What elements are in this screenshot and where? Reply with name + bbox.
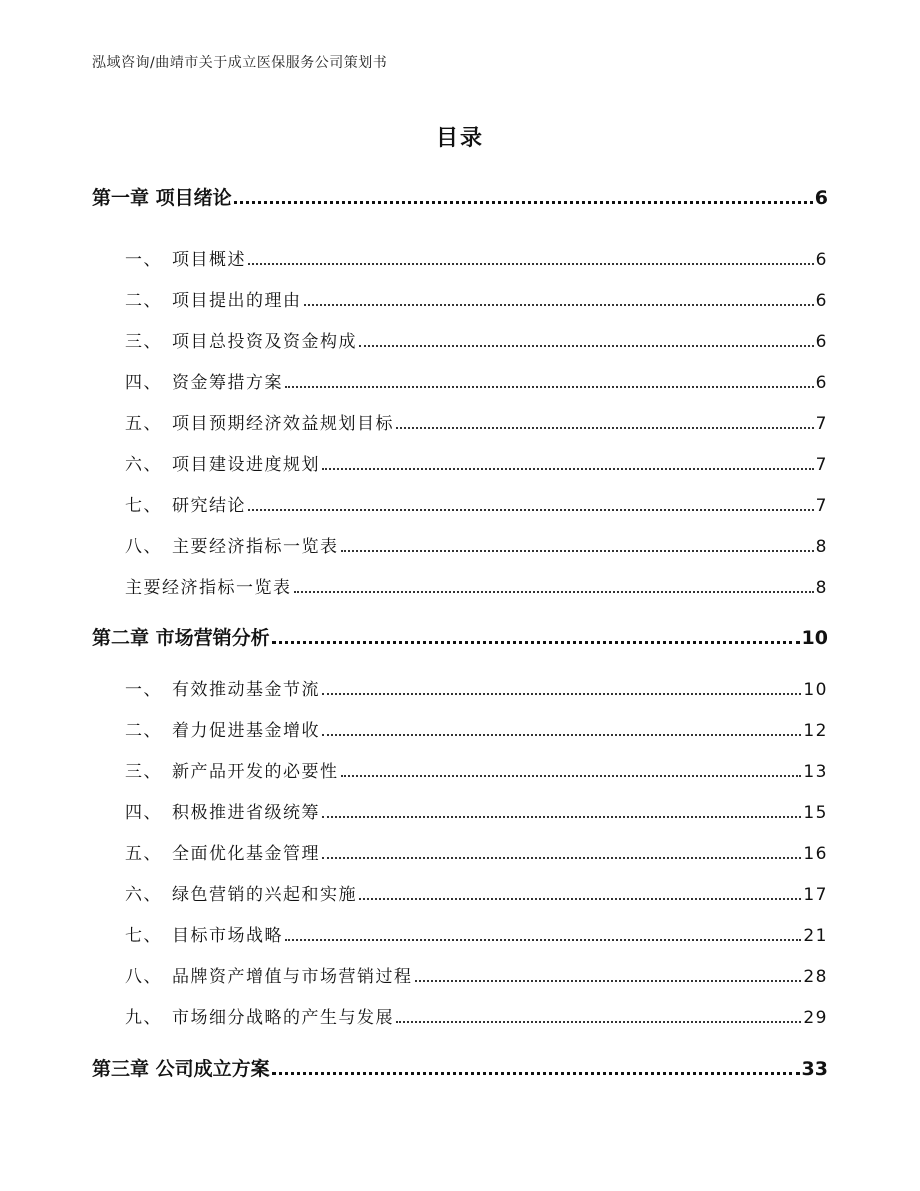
toc-section[interactable] bbox=[92, 757, 828, 783]
toc-label: 全面优化基金管理 bbox=[172, 844, 320, 864]
toc-label: 项目总投资及资金构成 bbox=[172, 332, 357, 352]
toc-page: 6 bbox=[815, 250, 828, 270]
toc-num: 三、 bbox=[125, 332, 162, 352]
toc-leader bbox=[248, 263, 814, 265]
toc-leader bbox=[285, 386, 814, 388]
toc-leader bbox=[294, 591, 814, 593]
toc-label: 第一章 项目绪论 bbox=[92, 187, 232, 209]
toc-num: 五、 bbox=[125, 414, 162, 434]
toc-page: 7 bbox=[815, 414, 828, 434]
toc-page: 10 bbox=[801, 627, 828, 649]
toc-table-entry[interactable] bbox=[92, 573, 828, 599]
toc-label: 项目概述 bbox=[172, 250, 246, 270]
toc-leader bbox=[396, 1021, 801, 1023]
toc-num: 一、 bbox=[125, 250, 162, 270]
toc-num: 三、 bbox=[125, 762, 162, 782]
toc-leader bbox=[322, 693, 801, 695]
toc-num: 八、 bbox=[125, 967, 162, 987]
toc-page: 6 bbox=[815, 332, 828, 352]
toc-label: 目标市场战略 bbox=[172, 926, 283, 946]
toc-label: 项目预期经济效益规划目标 bbox=[172, 414, 394, 434]
toc-section[interactable] bbox=[92, 962, 828, 988]
toc-label: 积极推进省级统筹 bbox=[172, 803, 320, 823]
toc-leader bbox=[234, 201, 813, 204]
toc-page: 21 bbox=[803, 926, 828, 946]
toc-section[interactable] bbox=[92, 880, 828, 906]
toc-page: 6 bbox=[815, 291, 828, 311]
toc-page: 7 bbox=[815, 455, 828, 475]
toc-label: 主要经济指标一览表 bbox=[125, 578, 292, 598]
toc-num: 二、 bbox=[125, 291, 162, 311]
toc-leader bbox=[322, 734, 801, 736]
page-header: 泓域咨询/曲靖市关于成立医保服务公司策划书 bbox=[92, 55, 388, 71]
toc-page: 16 bbox=[803, 844, 828, 864]
toc-section[interactable] bbox=[92, 245, 828, 271]
toc-chapter-3[interactable] bbox=[92, 1054, 828, 1080]
toc-section[interactable] bbox=[92, 675, 828, 701]
toc-num: 二、 bbox=[125, 721, 162, 741]
toc-leader bbox=[322, 816, 801, 818]
toc-section[interactable] bbox=[92, 327, 828, 353]
toc-section[interactable] bbox=[92, 450, 828, 476]
toc-leader bbox=[248, 509, 814, 511]
toc-page: 6 bbox=[814, 187, 828, 209]
toc-label: 品牌资产增值与市场营销过程 bbox=[172, 967, 413, 987]
toc-leader bbox=[285, 939, 801, 941]
toc-page: 13 bbox=[803, 762, 828, 782]
toc-leader bbox=[322, 468, 814, 470]
toc-label: 着力促进基金增收 bbox=[172, 721, 320, 741]
toc-label: 项目建设进度规划 bbox=[172, 455, 320, 475]
toc-num: 四、 bbox=[125, 803, 162, 823]
toc-section[interactable] bbox=[92, 798, 828, 824]
toc-leader bbox=[272, 1072, 800, 1075]
toc-label: 第三章 公司成立方案 bbox=[92, 1058, 270, 1080]
toc-page: 7 bbox=[815, 496, 828, 516]
toc-leader bbox=[272, 641, 800, 644]
toc-num: 五、 bbox=[125, 844, 162, 864]
toc-num: 七、 bbox=[125, 496, 162, 516]
toc-leader bbox=[341, 550, 814, 552]
toc-section[interactable] bbox=[92, 368, 828, 394]
toc-chapter-1[interactable] bbox=[92, 183, 828, 209]
toc-page: 29 bbox=[803, 1008, 828, 1028]
toc-label: 主要经济指标一览表 bbox=[172, 537, 339, 557]
toc-num: 八、 bbox=[125, 537, 162, 557]
toc-label: 第二章 市场营销分析 bbox=[92, 627, 270, 649]
toc-num: 一、 bbox=[125, 680, 162, 700]
toc-label: 有效推动基金节流 bbox=[172, 680, 320, 700]
toc-label: 新产品开发的必要性 bbox=[172, 762, 339, 782]
toc-leader bbox=[359, 898, 801, 900]
toc-label: 资金筹措方案 bbox=[172, 373, 283, 393]
toc-section[interactable] bbox=[92, 286, 828, 312]
toc-chapter-2[interactable] bbox=[92, 623, 828, 649]
toc-leader bbox=[341, 775, 802, 777]
toc-section[interactable] bbox=[92, 532, 828, 558]
toc-page: 8 bbox=[815, 537, 828, 557]
toc-section[interactable] bbox=[92, 716, 828, 742]
toc-page: 12 bbox=[803, 721, 828, 741]
toc-section[interactable] bbox=[92, 409, 828, 435]
toc-page: 8 bbox=[815, 578, 828, 598]
toc-section[interactable] bbox=[92, 921, 828, 947]
toc-page: 15 bbox=[803, 803, 828, 823]
toc-leader bbox=[415, 980, 802, 982]
toc-label: 项目提出的理由 bbox=[172, 291, 302, 311]
toc-num: 六、 bbox=[125, 455, 162, 475]
page-title: 目录 bbox=[435, 126, 484, 151]
toc-num: 六、 bbox=[125, 885, 162, 905]
toc-page: 28 bbox=[803, 967, 828, 987]
toc-leader bbox=[304, 304, 814, 306]
toc-leader bbox=[396, 427, 814, 429]
toc-label: 市场细分战略的产生与发展 bbox=[172, 1008, 394, 1028]
toc-num: 四、 bbox=[125, 373, 162, 393]
toc-page: 6 bbox=[815, 373, 828, 393]
toc-num: 九、 bbox=[125, 1008, 162, 1028]
toc-leader bbox=[359, 345, 814, 347]
toc-leader bbox=[322, 857, 801, 859]
toc-page: 10 bbox=[803, 680, 828, 700]
toc-num: 七、 bbox=[125, 926, 162, 946]
toc-label: 研究结论 bbox=[172, 496, 246, 516]
toc-section[interactable] bbox=[92, 839, 828, 865]
toc-section[interactable] bbox=[92, 491, 828, 517]
toc-page: 17 bbox=[803, 885, 828, 905]
toc-page: 33 bbox=[801, 1058, 828, 1080]
toc-label: 绿色营销的兴起和实施 bbox=[172, 885, 357, 905]
toc-section[interactable] bbox=[92, 1003, 828, 1029]
